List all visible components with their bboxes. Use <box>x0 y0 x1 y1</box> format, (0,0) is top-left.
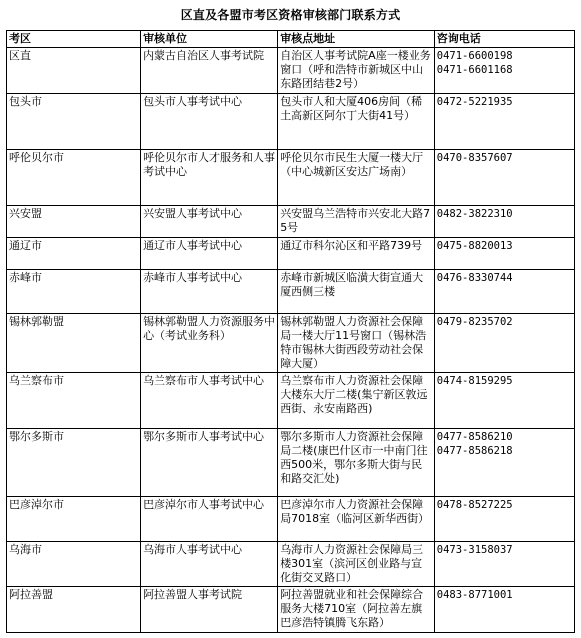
cell-phone <box>434 48 574 94</box>
phone-number: 0472-5221935 <box>436 96 513 108</box>
header-phone: 咨询电话 <box>434 31 574 48</box>
header-region: 考区 <box>7 31 141 48</box>
cell-region: 锡林郭勒盟 <box>7 314 141 373</box>
cell-phone <box>434 206 574 238</box>
cell-unit: 兴安盟人事考试中心 <box>141 206 278 238</box>
cell-region: 鄂尔多斯市 <box>7 429 141 497</box>
cell-address: 乌海市人力资源社会保障局三楼301室（滨河区创业路与宣化街交叉路口） <box>278 542 435 587</box>
cell-region: 包头市 <box>7 94 141 150</box>
table-row <box>7 48 575 94</box>
cell-address: 巴彦淖尔市人力资源社会保障局7018室（临河区新华西街） <box>278 497 435 542</box>
table-body <box>7 48 575 633</box>
phone-number: 0477-8586218 <box>436 445 513 457</box>
phone-number: 0474-8159295 <box>436 375 513 387</box>
cell-unit: 鄂尔多斯市人事考试中心 <box>141 429 278 497</box>
cell-unit: 乌海市人事考试中心 <box>141 542 278 587</box>
cell-address: 呼伦贝尔市民生大厦一楼大厅（中心城新区安达广场南） <box>278 150 435 206</box>
table-row <box>7 542 575 587</box>
cell-unit: 锡林郭勒盟人力资源服务中心（考试业务科） <box>141 314 278 373</box>
cell-phone <box>434 542 574 587</box>
cell-region: 区直 <box>7 48 141 94</box>
cell-unit: 通辽市人事考试中心 <box>141 238 278 270</box>
cell-address: 赤峰市新城区临潢大街宣通大厦西侧三楼 <box>278 270 435 314</box>
cell-phone <box>434 270 574 314</box>
table-row <box>7 429 575 497</box>
cell-address: 阿拉善盟就业和社会保障综合服务大楼710室（阿拉善左旗巴彦浩特镇腾飞东路） <box>278 587 435 633</box>
cell-phone <box>434 587 574 633</box>
phone-number: 0473-3158037 <box>436 544 513 556</box>
table-row <box>7 150 575 206</box>
phone-number: 0482-3822310 <box>436 208 513 220</box>
cell-phone <box>434 314 574 373</box>
phone-number: 0475-8820013 <box>436 240 513 252</box>
table-row <box>7 206 575 238</box>
cell-phone <box>434 94 574 150</box>
table-row <box>7 238 575 270</box>
cell-phone <box>434 150 574 206</box>
header-unit: 审核单位 <box>141 31 278 48</box>
phone-number: 0471-6600198 <box>436 50 513 62</box>
phone-number: 0479-8235702 <box>436 316 513 328</box>
phone-number: 0478-8527225 <box>436 499 513 511</box>
cell-unit: 赤峰市人事考试中心 <box>141 270 278 314</box>
phone-number: 0471-6601168 <box>436 64 513 76</box>
contact-table <box>6 30 575 633</box>
phone-number: 0483-8771001 <box>436 589 513 601</box>
cell-region: 兴安盟 <box>7 206 141 238</box>
cell-unit: 包头市人事考试中心 <box>141 94 278 150</box>
cell-phone <box>434 497 574 542</box>
cell-region: 乌海市 <box>7 542 141 587</box>
cell-address: 锡林郭勒盟人力资源社会保障局一楼大厅11号窗口（锡林浩特市锡林大街西段劳动社会保障大厦） <box>278 314 435 373</box>
cell-phone <box>434 238 574 270</box>
page-title: 区直及各盟市考区资格审核部门联系方式 <box>180 8 401 22</box>
cell-region: 巴彦淖尔市 <box>7 497 141 542</box>
cell-unit: 呼伦贝尔市人才服务和人事考试中心 <box>141 150 278 206</box>
cell-phone <box>434 373 574 429</box>
cell-region: 乌兰察布市 <box>7 373 141 429</box>
cell-region: 通辽市 <box>7 238 141 270</box>
table-row <box>7 94 575 150</box>
table-row <box>7 373 575 429</box>
cell-unit: 内蒙古自治区人事考试院 <box>141 48 278 94</box>
cell-unit: 乌兰察布市人事考试中心 <box>141 373 278 429</box>
table-row <box>7 314 575 373</box>
cell-region: 赤峰市 <box>7 270 141 314</box>
cell-unit: 巴彦淖尔市人事考试中心 <box>141 497 278 542</box>
cell-address: 兴安盟乌兰浩特市兴安北大路75号 <box>278 206 435 238</box>
cell-region: 阿拉善盟 <box>7 587 141 633</box>
cell-address: 乌兰察布市人力资源社会保障大楼东大厅二楼(集宁新区敦远西街、永安南路西) <box>278 373 435 429</box>
cell-address: 鄂尔多斯市人力资源社会保障局二楼(康巴什区市一中南门往西500米，鄂尔多斯大街与民和路交汇处) <box>278 429 435 497</box>
cell-address: 自治区人事考试院A座一楼业务窗口（呼和浩特市新城区中山东路团结巷2号） <box>278 48 435 94</box>
table-row <box>7 270 575 314</box>
cell-region: 呼伦贝尔市 <box>7 150 141 206</box>
cell-address: 通辽市科尔沁区和平路739号 <box>278 238 435 270</box>
phone-number: 0470-8357607 <box>436 152 513 164</box>
phone-number: 0476-8330744 <box>436 272 513 284</box>
phone-number: 0477-8586210 <box>436 431 513 443</box>
table-header-row <box>7 31 575 48</box>
header-address: 审核点地址 <box>278 31 435 48</box>
cell-address: 包头市人和大厦406房间（稀土高新区阿尔丁大街41号） <box>278 94 435 150</box>
cell-phone <box>434 429 574 497</box>
table-row <box>7 587 575 633</box>
table-row <box>7 497 575 542</box>
cell-unit: 阿拉善盟人事考试院 <box>141 587 278 633</box>
